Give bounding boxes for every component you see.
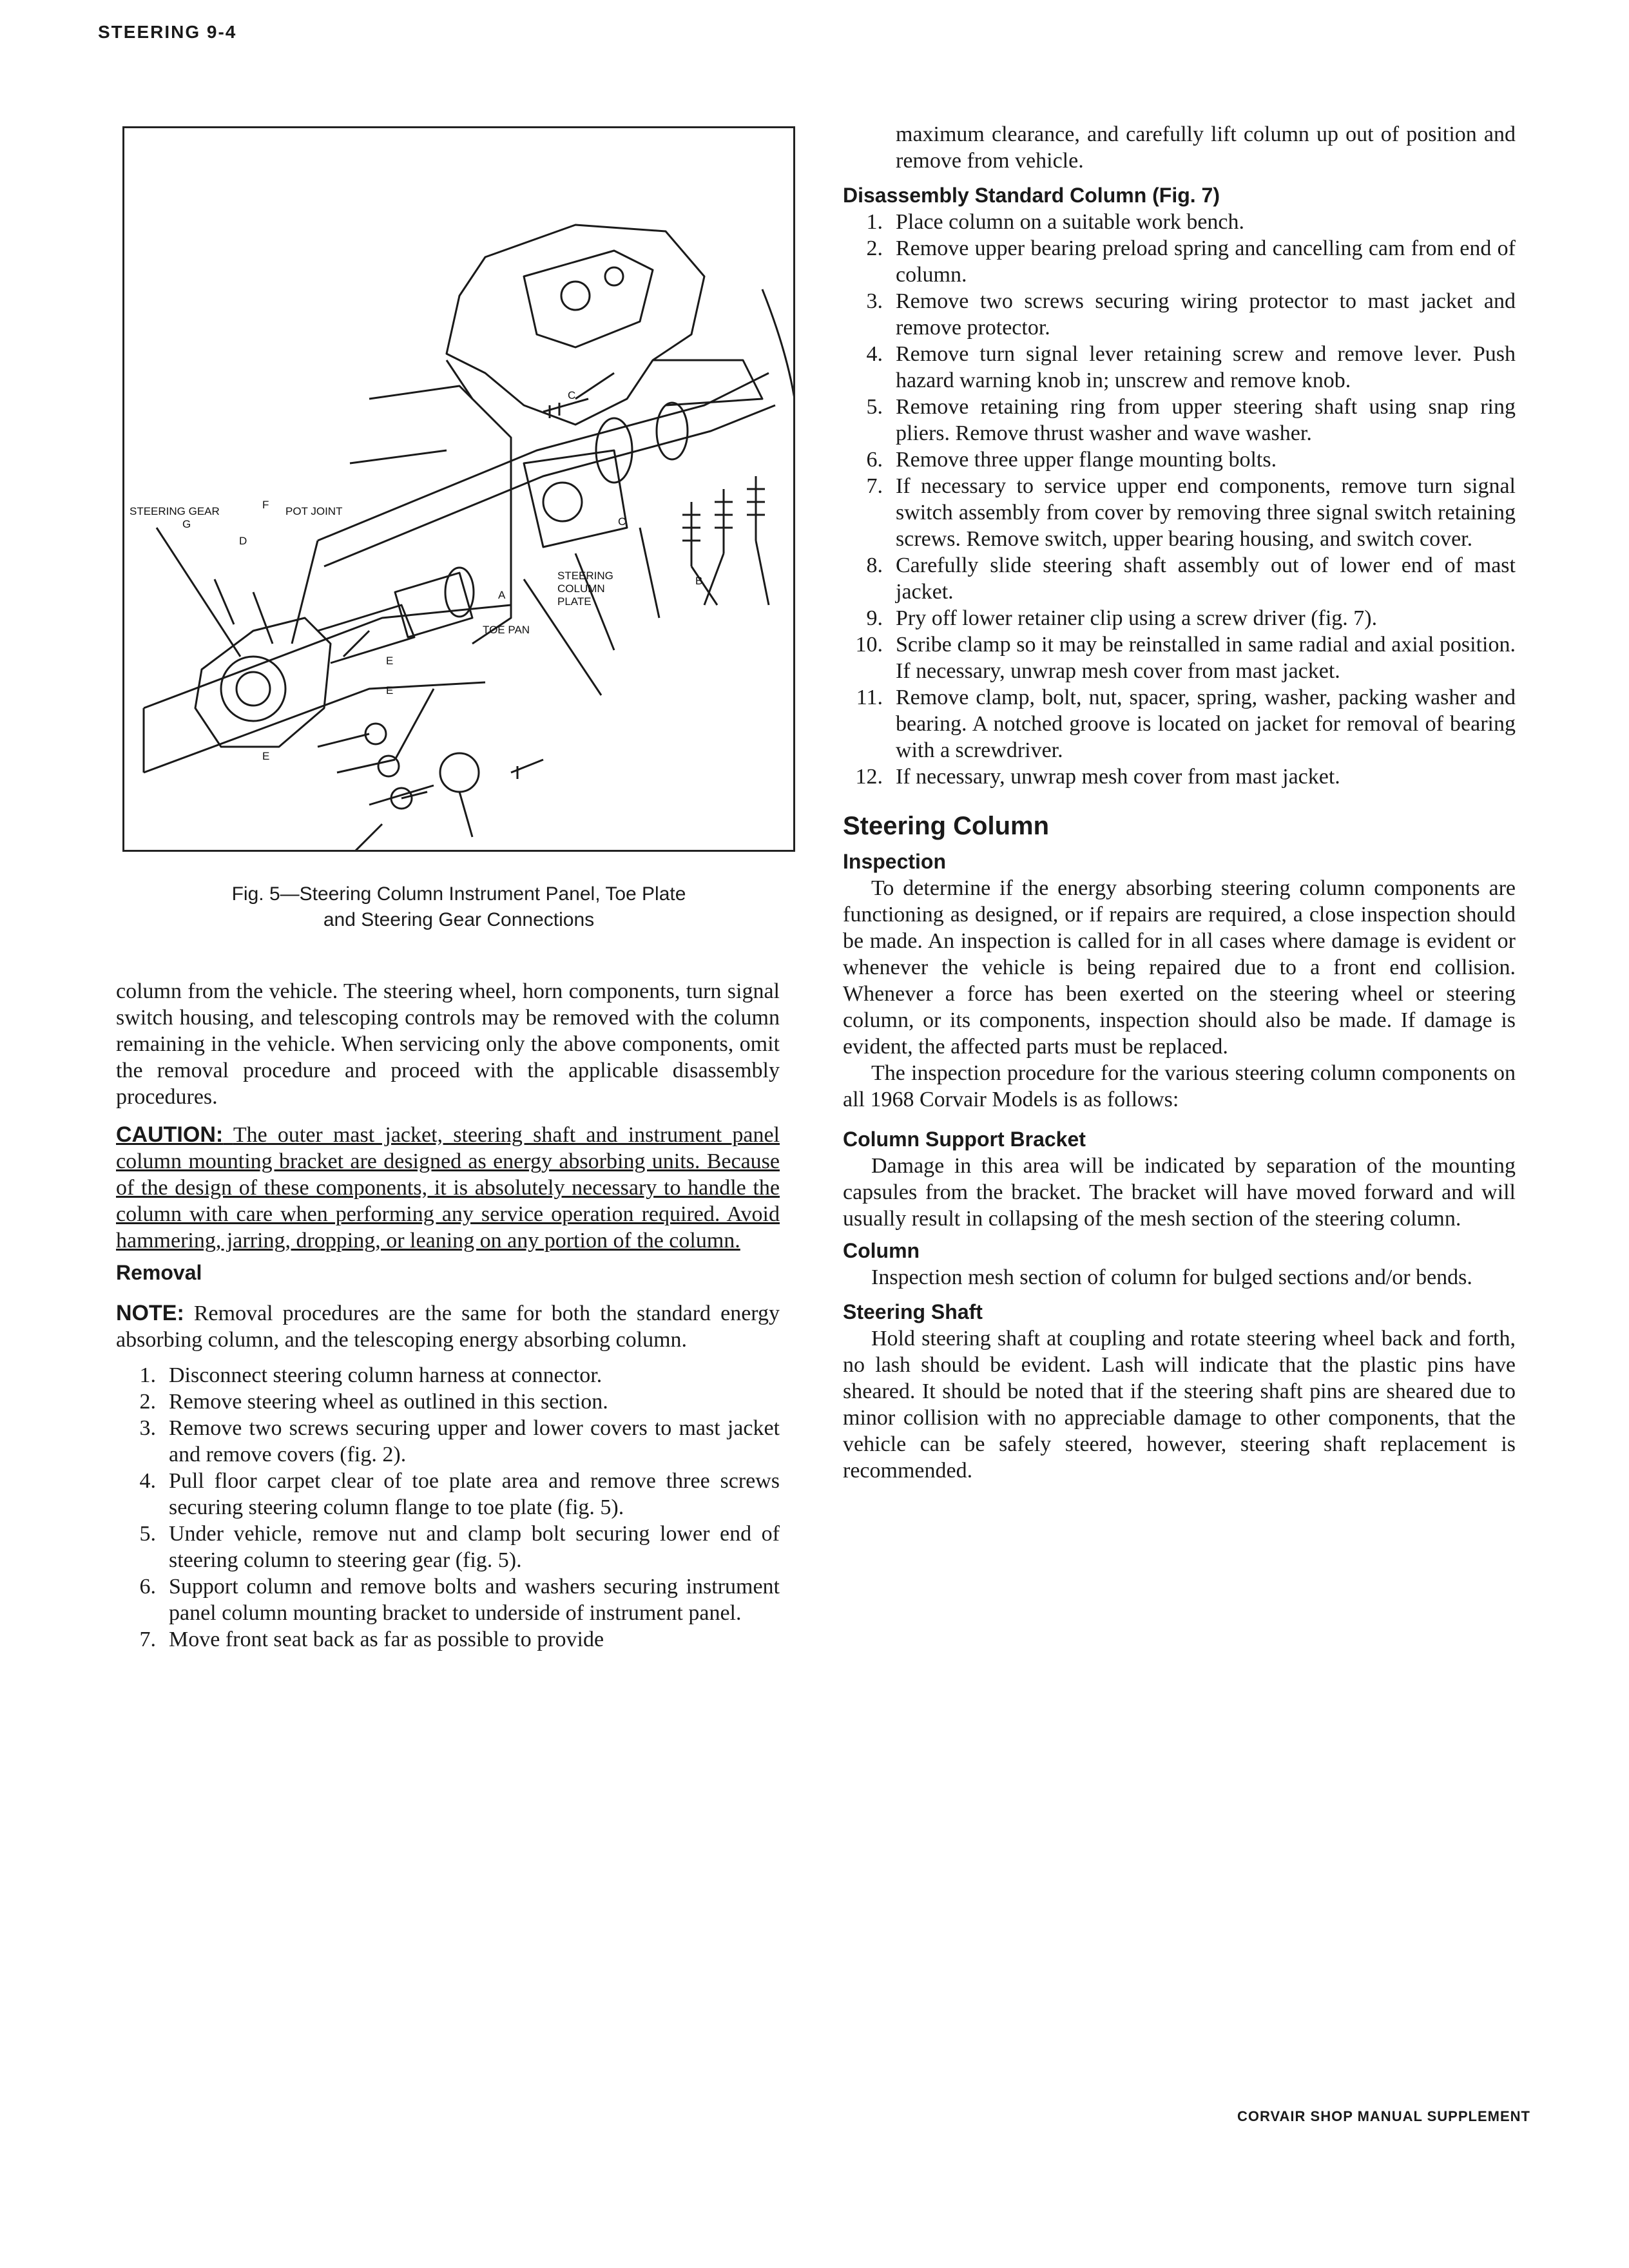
label-e2: E xyxy=(386,684,394,697)
steering-column-tube xyxy=(762,289,795,399)
column-paragraph: Inspection mesh section of column for bulged sections and/or bends. xyxy=(871,1265,1472,1289)
label-b: B xyxy=(695,575,703,587)
note-text: Removal procedures are the same for both the standard energy absorbing column, and the telescoping energy absorbing column. xyxy=(116,1302,780,1352)
bolts xyxy=(511,399,765,779)
label-steering-column-plate-1: STEERING xyxy=(557,570,613,582)
list-item: 12. If necessary, unwrap mesh cover from mast jacket. xyxy=(855,765,1340,789)
list-item: 3. Remove two screws securing wiring protector to mast jacket and remove protector. xyxy=(866,289,1516,340)
bracket-heading: Column Support Bracket xyxy=(843,1128,1086,1151)
list-item: 4. Remove turn signal lever retaining screw and remove lever. Push hazard warning knob in; unscrew and remove knob. xyxy=(866,342,1516,392)
shaft-paragraph: Hold steering shaft at coupling and rotate steering wheel back and forth, no lash should be evident. Lash will indicate that the plastic pins have sheared. It should be noted that if the steering shaft pins are sheared due to minor collision with no appreciable damage to other components, that the vehicle can be safely steered, however, steering shaft replacement is recommended. xyxy=(843,1327,1516,1483)
page-footer: CORVAIR SHOP MANUAL SUPPLEMENT xyxy=(1237,2108,1530,2124)
label-steering-gear: STEERING GEAR xyxy=(130,505,220,517)
list-item: 5. Remove retaining ring from upper steering shaft using snap ring pliers. Remove thrust washer and wave washer. xyxy=(866,395,1516,445)
figure-caption-line-1: Fig. 5—Steering Column Instrument Panel, Toe Plate xyxy=(231,883,686,905)
list-item: 9. Pry off lower retainer clip using a screw driver (fig. 7). xyxy=(866,606,1378,630)
inspection-paragraph-2: The inspection procedure for the various steering column components on all 1968 Corvair Models is as follows: xyxy=(843,1061,1516,1111)
page-header: STEERING 9-4 xyxy=(98,22,237,42)
inspection-heading: Inspection xyxy=(843,850,947,873)
label-e3: E xyxy=(262,750,270,762)
label-f: F xyxy=(262,499,269,511)
toe-pan xyxy=(369,386,511,644)
note-label: NOTE: xyxy=(116,1301,184,1325)
label-c1: C xyxy=(568,389,576,401)
disassembly-steps xyxy=(843,209,1516,790)
list-item: 8. Carefully slide steering shaft assembly out of lower end of mast jacket. xyxy=(866,553,1516,604)
caution-text: The outer mast jacket, steering shaft and instrument panel column mounting bracket are designed as energy absorbing units. Because of the design of these components, it is absolutely necessary to handle the column with care when performing any service operation required. Avoid hammering, jarring, dropping, or leaning on any portion of the column. xyxy=(116,1123,780,1253)
list-item: 1. Disconnect steering column harness at connector. xyxy=(139,1363,602,1387)
list-item: 11. Remove clamp, bolt, nut, spacer, spring, washer, packing washer and bearing. A notched groove is located on jacket for removal of bearing with a screwdriver. xyxy=(856,686,1516,762)
list-item: 10. Scribe clamp so it may be reinstalled in same radial and axial position. If necessary, unwrap mesh cover from mast jacket. xyxy=(855,633,1516,683)
shaft-heading: Steering Shaft xyxy=(843,1300,983,1323)
list-item: 7. If necessary to service upper end components, remove turn signal switch assembly from cover by removing three signal switch retaining screws. Remove switch, upper bearing housing, and switch cover. xyxy=(866,474,1516,551)
section-heading-steering-column: Steering Column xyxy=(843,812,1050,840)
note-block xyxy=(116,1300,780,1353)
removal-heading: Removal xyxy=(116,1261,202,1284)
caution-label: CAUTION: xyxy=(116,1122,224,1147)
removal-steps xyxy=(116,1362,780,1653)
label-toe-pan: TOE PAN xyxy=(483,624,530,636)
bracket-paragraph: Damage in this area will be indicated by separation of the mounting capsules from the bracket. The bracket will have moved forward and will usually result in collapsing of the mesh section of the steering column. xyxy=(843,1154,1516,1231)
caution-block xyxy=(116,1122,780,1254)
figure-5 xyxy=(122,126,795,852)
inspection-paragraph-1: To determine if the energy absorbing steering column components are functioning as designed, or if repairs are required, a close inspection should be made. An inspection is called for in all cases where damage is evident or whenever the vehicle is being repaired due to a front end collision. Whenever a force has been exerted on the steering wheel or steering column, or its components, inspection should also be made. If damage is evident, the affected parts must be replaced. xyxy=(843,876,1516,1059)
continuation-paragraph: maximum clearance, and carefully lift column up out of position and remove from vehicle. xyxy=(896,122,1516,173)
steering-column-illustration xyxy=(124,128,795,852)
figure-caption xyxy=(122,881,795,933)
label-steering-column-plate-2: COLUMN xyxy=(557,582,605,595)
column-heading: Column xyxy=(843,1239,920,1262)
list-item: 6. Support column and remove bolts and washers securing instrument panel column mounting bracket to underside of instrument panel. xyxy=(139,1575,780,1625)
steering-column-plate xyxy=(524,450,627,547)
label-steering-column-plate-3: PLATE xyxy=(557,595,592,608)
label-d: D xyxy=(239,535,247,547)
label-pot-joint: POT JOINT xyxy=(285,505,343,517)
list-item: 6. Remove three upper flange mounting bolts. xyxy=(866,448,1277,472)
label-c2: C xyxy=(618,515,626,528)
label-a: A xyxy=(498,589,506,601)
right-column xyxy=(843,121,1516,1484)
label-e1: E xyxy=(386,655,394,667)
list-item: 2. Remove steering wheel as outlined in this section. xyxy=(139,1390,608,1414)
list-item: 5. Under vehicle, remove nut and clamp bolt securing lower end of steering column to steering gear (fig. 5). xyxy=(139,1522,780,1572)
list-item: 3. Remove two screws securing upper and lower covers to mast jacket and remove covers (fig. 2). xyxy=(139,1416,780,1466)
list-item: 2. Remove upper bearing preload spring and cancelling cam from end of column. xyxy=(866,236,1516,287)
figure-caption-line-2: and Steering Gear Connections xyxy=(323,909,595,930)
intro-paragraph: column from the vehicle. The steering wheel, horn components, turn signal switch housing, and telescoping controls may be removed with the column remaining in the vehicle. When servicing only the above components, omit the removal procedure and proceed with the applicable disassembly procedures. xyxy=(116,979,780,1109)
label-g: G xyxy=(182,518,191,530)
list-item: 7. Move front seat back as far as possible to provide xyxy=(139,1628,604,1651)
list-item: 4. Pull floor carpet clear of toe plate area and remove three screws securing steering column flange to toe plate (fig. 5). xyxy=(139,1469,780,1519)
pot-joint xyxy=(395,573,472,637)
left-column xyxy=(116,978,780,1653)
disassembly-heading: Disassembly Standard Column (Fig. 7) xyxy=(843,184,1220,207)
list-item: 1. Place column on a suitable work bench. xyxy=(866,210,1245,234)
